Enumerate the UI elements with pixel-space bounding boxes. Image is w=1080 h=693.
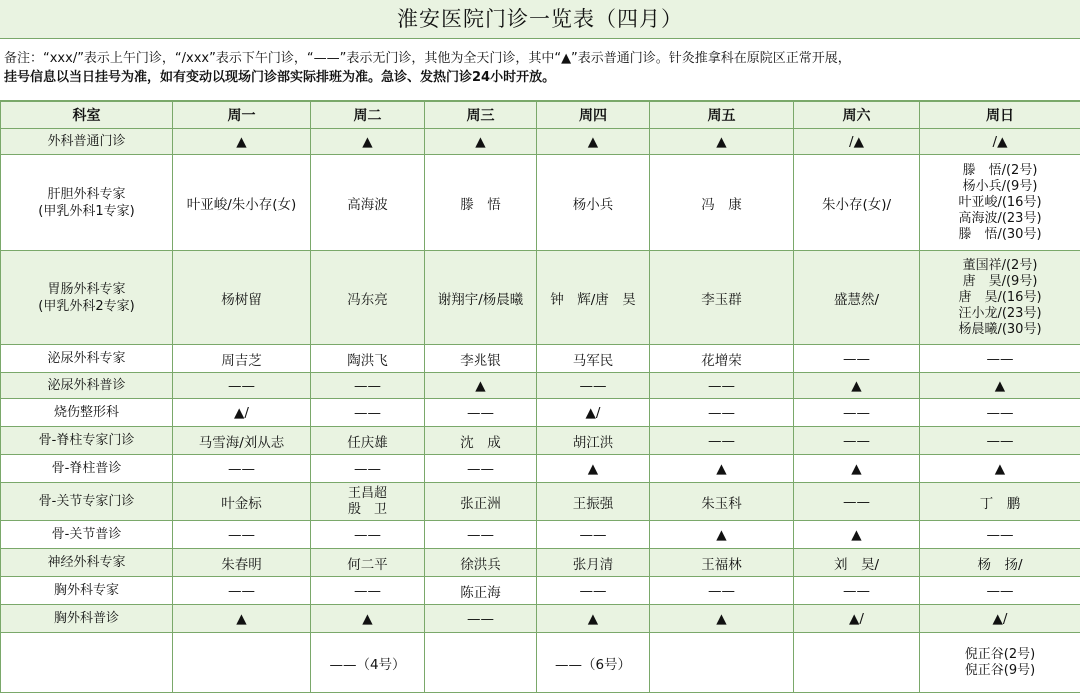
schedule-cell: —— (311, 455, 425, 483)
schedule-cell: ▲ (173, 129, 311, 155)
schedule-cell: 滕 悟/(2号) 杨小兵/(9号) 叶亚峻/(16号) 高海波/(23号) 滕 悟/(30号) (920, 155, 1080, 251)
dept-cell: 胃肠外科专家 (甲乳外科2专家) (1, 251, 173, 345)
table-row (1, 605, 1080, 633)
schedule-cell: 马军民 (537, 345, 650, 373)
schedule-cell: 陈正海 (425, 577, 537, 605)
schedule-cell: ▲ (537, 129, 650, 155)
page-title: 淮安医院门诊一览表（四月） (0, 0, 1080, 39)
dept-cell: 肝胆外科专家 (甲乳外科1专家) (1, 155, 173, 251)
schedule-cell: —— (794, 427, 920, 455)
schedule-cell: 张正洲 (425, 483, 537, 521)
schedule-cell: 陶洪飞 (311, 345, 425, 373)
header-day: 周四 (537, 102, 650, 129)
schedule-cell: ▲/ (173, 399, 311, 427)
schedule-cell: —— (173, 521, 311, 549)
schedule-cell: —— (920, 399, 1080, 427)
dept-cell: 泌尿外科普诊 (1, 373, 173, 399)
header-dept: 科室 (1, 102, 173, 129)
table-row (1, 399, 1080, 427)
table-row (1, 251, 1080, 345)
schedule-cell: ▲ (920, 373, 1080, 399)
table-row (1, 521, 1080, 549)
schedule-cell: —— (537, 521, 650, 549)
table-row (1, 373, 1080, 399)
table-row (1, 455, 1080, 483)
schedule-cell: —— (173, 577, 311, 605)
schedule-cell: ▲ (794, 373, 920, 399)
dept-cell: 胸外科普诊 (1, 605, 173, 633)
schedule-cell: ▲ (650, 521, 794, 549)
schedule-cell: 何二平 (311, 549, 425, 577)
schedule-cell: —— (537, 577, 650, 605)
dept-cell: 胸外科专家 (1, 577, 173, 605)
dept-cell: 骨-关节普诊 (1, 521, 173, 549)
schedule-cell: —— (794, 345, 920, 373)
table-row (1, 549, 1080, 577)
schedule-cell: 杨 扬/ (920, 549, 1080, 577)
schedule-cell: —— (425, 455, 537, 483)
header-row (1, 102, 1080, 129)
schedule-cell: —— (920, 427, 1080, 455)
schedule-cell: ——（6号） (537, 633, 650, 693)
schedule-cell: ▲ (920, 455, 1080, 483)
schedule-cell: 滕 悟 (425, 155, 537, 251)
dept-cell: 泌尿外科专家 (1, 345, 173, 373)
schedule-cell: /▲ (794, 129, 920, 155)
schedule-cell: 李兆银 (425, 345, 537, 373)
schedule-cell: 董国祥/(2号) 唐 昊/(9号) 唐 昊/(16号) 汪小龙/(23号) 杨晨曦/(30号) (920, 251, 1080, 345)
schedule-cell: 徐洪兵 (425, 549, 537, 577)
table-row (1, 577, 1080, 605)
schedule-cell: ▲ (425, 373, 537, 399)
schedule-cell (794, 633, 920, 693)
schedule-cell: ▲ (173, 605, 311, 633)
schedule-cell: 周吉芝 (173, 345, 311, 373)
schedule-cell: 叶金标 (173, 483, 311, 521)
schedule-cell: 马雪海/刘从志 (173, 427, 311, 455)
schedule-cell: —— (311, 373, 425, 399)
table-body (1, 129, 1080, 693)
header-day: 周日 (920, 102, 1080, 129)
schedule-cell: —— (794, 399, 920, 427)
schedule-cell: 沈 成 (425, 427, 537, 455)
table-row (1, 345, 1080, 373)
schedule-cell: —— (794, 483, 920, 521)
schedule-cell: ▲ (311, 129, 425, 155)
schedule-cell: ▲ (650, 129, 794, 155)
note-line-2: 挂号信息以当日挂号为准，如有变动以现场门诊部实际排班为准。急诊、发热门诊24小时开放。 (4, 68, 1076, 87)
schedule-cell: —— (311, 399, 425, 427)
header-day: 周二 (311, 102, 425, 129)
schedule-cell: —— (425, 605, 537, 633)
schedule-cell: ——（4号） (311, 633, 425, 693)
schedule-cell: —— (311, 577, 425, 605)
table-row (1, 633, 1080, 693)
schedule-cell: —— (173, 373, 311, 399)
schedule-cell: ▲ (650, 455, 794, 483)
schedule-cell: —— (650, 427, 794, 455)
schedule-cell: 王福林 (650, 549, 794, 577)
header-day: 周三 (425, 102, 537, 129)
schedule-cell: 朱小存(女)/ (794, 155, 920, 251)
schedule-cell (650, 633, 794, 693)
schedule-cell: 张月清 (537, 549, 650, 577)
dept-cell: 骨-关节专家门诊 (1, 483, 173, 521)
schedule-cell: ▲ (650, 605, 794, 633)
schedule-cell: 冯 康 (650, 155, 794, 251)
schedule-cell: 盛慧然/ (794, 251, 920, 345)
schedule-cell: 李玉群 (650, 251, 794, 345)
schedule-cell: 杨树留 (173, 251, 311, 345)
note-line-1: 备注：“xxx/”表示上午门诊，“/xxx”表示下午门诊，“——”表示无门诊，其他为全天门诊，其中“▲”表示普通门诊。针灸推拿科在原院区正常开展， (4, 49, 1076, 68)
schedule-cell: 刘 昊/ (794, 549, 920, 577)
schedule-cell: —— (650, 373, 794, 399)
schedule-cell: /▲ (920, 129, 1080, 155)
header-day: 周六 (794, 102, 920, 129)
schedule-cell: 花增荣 (650, 345, 794, 373)
schedule-cell: ▲ (794, 521, 920, 549)
schedule-cell: ▲/ (537, 399, 650, 427)
schedule-cell: ▲ (794, 455, 920, 483)
schedule-cell: ▲ (537, 455, 650, 483)
table-row (1, 483, 1080, 521)
schedule-cell: —— (794, 577, 920, 605)
table-row (1, 427, 1080, 455)
header-day: 周一 (173, 102, 311, 129)
schedule-cell: 高海波 (311, 155, 425, 251)
schedule-cell (173, 633, 311, 693)
table-row (1, 129, 1080, 155)
dept-cell: 骨-脊柱专家门诊 (1, 427, 173, 455)
schedule-cell: 倪正谷(2号) 倪正谷(9号) (920, 633, 1080, 693)
dept-cell: 外科普通门诊 (1, 129, 173, 155)
schedule-cell: ▲/ (920, 605, 1080, 633)
schedule-cell: ▲ (537, 605, 650, 633)
schedule-cell: —— (425, 521, 537, 549)
header-day: 周五 (650, 102, 794, 129)
schedule-cell: —— (173, 455, 311, 483)
schedule-cell: 王昌超 殷 卫 (311, 483, 425, 521)
dept-cell: 神经外科专家 (1, 549, 173, 577)
schedule-cell: 叶亚峻/朱小存(女) (173, 155, 311, 251)
schedule-cell: —— (650, 577, 794, 605)
schedule-cell: —— (425, 399, 537, 427)
schedule-cell: —— (920, 577, 1080, 605)
schedule-cell: —— (920, 521, 1080, 549)
dept-cell (1, 633, 173, 693)
schedule-cell: —— (650, 399, 794, 427)
table-row (1, 155, 1080, 251)
schedule-cell: 丁 鹏 (920, 483, 1080, 521)
schedule-cell: 钟 辉/唐 昊 (537, 251, 650, 345)
schedule-cell: 王振强 (537, 483, 650, 521)
schedule-cell (425, 633, 537, 693)
schedule-cell: 杨小兵 (537, 155, 650, 251)
schedule-table (0, 101, 1080, 693)
schedule-cell: 朱玉科 (650, 483, 794, 521)
schedule-cell: ▲/ (794, 605, 920, 633)
schedule-cell: 谢翔宇/杨晨曦 (425, 251, 537, 345)
schedule-cell: —— (537, 373, 650, 399)
schedule-cell: ▲ (311, 605, 425, 633)
schedule-cell: 胡江洪 (537, 427, 650, 455)
schedule-cell: —— (311, 521, 425, 549)
dept-cell: 烧伤整形科 (1, 399, 173, 427)
note (0, 39, 1080, 101)
schedule-cell: 任庆雄 (311, 427, 425, 455)
schedule-cell: —— (920, 345, 1080, 373)
schedule-cell: 朱春明 (173, 549, 311, 577)
schedule-cell: 冯东亮 (311, 251, 425, 345)
schedule-cell: ▲ (425, 129, 537, 155)
dept-cell: 骨-脊柱普诊 (1, 455, 173, 483)
